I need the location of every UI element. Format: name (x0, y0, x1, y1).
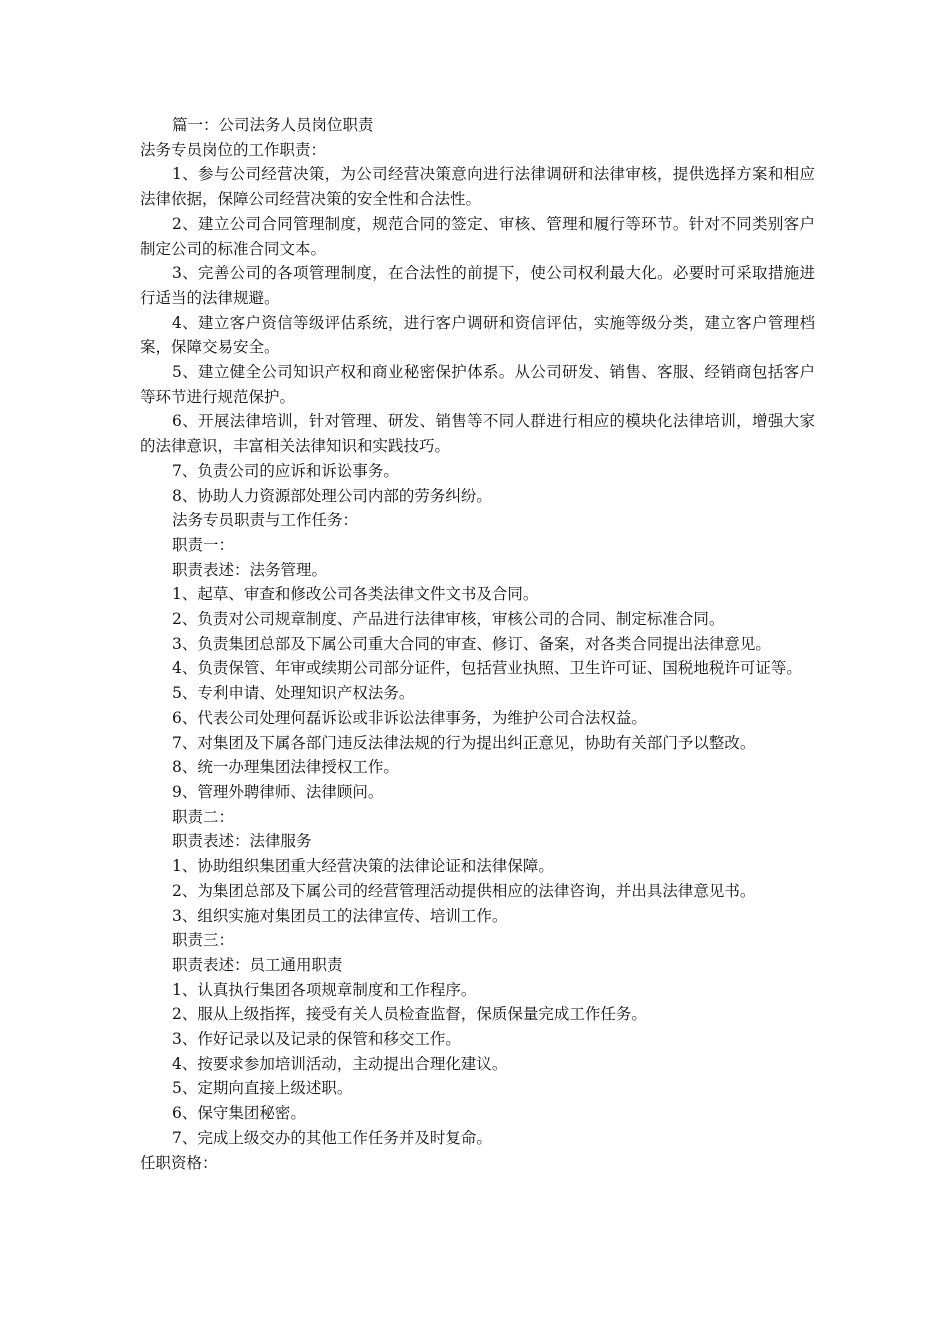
duty-item: 5、建立健全公司知识产权和商业秘密保护体系。从公司研发、销售、客服、经销商包括客户等环节进行规范保护。 (140, 363, 815, 406)
responsibility-item: 5、定期向直接上级述职。 (172, 1079, 353, 1098)
qualifications-heading: 任职资格： (140, 1153, 218, 1172)
duty-item: 3、完善公司的各项管理制度，在合法性的前提下，使公司权利最大化。必要时可采取措施进行适当的法律规避。 (140, 264, 815, 307)
responsibility-description: 职责表述：法律服务 (172, 832, 312, 851)
responsibility-item: 2、负责对公司规章制度、产品进行法律审核，审核公司的合同、制定标准合同。 (172, 610, 725, 629)
responsibility-label: 职责三： (172, 931, 235, 950)
responsibility-item: 9、管理外聘律师、法律顾问。 (172, 782, 384, 801)
responsibility-item: 8、统一办理集团法律授权工作。 (172, 758, 399, 777)
duty-item: 2、建立公司合同管理制度，规范合同的签定、审核、管理和履行等环节。针对不同类别客户制定公司的标准合同文本。 (140, 214, 815, 258)
responsibility-item: 4、按要求参加培训活动，主动提出合理化建议。 (172, 1054, 508, 1073)
responsibility-item: 6、保守集团秘密。 (172, 1104, 306, 1123)
document-page (140, 113, 815, 1175)
section-heading: 法务专员岗位的工作职责： (140, 140, 327, 159)
responsibility-item: 1、起草、审查和修改公司各类法律文件文书及合同。 (172, 585, 539, 604)
duty-item: 7、负责公司的应诉和诉讼事务。 (172, 461, 399, 480)
responsibility-item: 7、完成上级交办的其他工作任务并及时复命。 (172, 1128, 492, 1147)
responsibility-item: 1、认真执行集团各项规章制度和工作程序。 (172, 980, 477, 999)
duty-item: 8、协助人力资源部处理公司内部的劳务纠纷。 (172, 486, 492, 505)
responsibility-item: 3、负责集团总部及下属公司重大合同的审查、修订、备案，对各类合同提出法律意见。 (172, 634, 771, 653)
responsibility-item: 7、对集团及下属各部门违反法律法规的行为提出纠正意见，协助有关部门予以整改。 (172, 733, 756, 752)
duty-item: 6、开展法律培训，针对管理、研发、销售等不同人群进行相应的模块化法律培训，增强大家的法律意识，丰富相关法律知识和实践技巧。 (140, 412, 815, 456)
responsibility-item: 4、负责保管、年审或续期公司部分证件，包括营业执照、卫生许可证、国税地税许可证等。 (172, 659, 802, 678)
tasks-heading: 法务专员职责与工作任务： (172, 511, 359, 530)
responsibility-item: 3、作好记录以及记录的保管和移交工作。 (172, 1030, 461, 1049)
duty-item: 1、参与公司经营决策，为公司经营决策意向进行法律调研和法律审核，提供选择方案和相应法律依据，保障公司经营决策的安全性和合法性。 (140, 165, 815, 209)
responsibility-label: 职责二： (172, 807, 235, 826)
responsibility-description: 职责表述：员工通用职责 (172, 955, 343, 974)
responsibility-item: 2、为集团总部及下属公司的经营管理活动提供相应的法律咨询，并出具法律意见书。 (172, 881, 756, 900)
duty-item: 4、建立客户资信等级评估系统，进行客户调研和资信评估，实施等级分类，建立客户管理档案，保障交易安全。 (140, 313, 815, 357)
responsibility-item: 1、协助组织集团重大经营决策的法律论证和法律保障。 (172, 857, 554, 876)
responsibility-label: 职责一： (172, 535, 235, 554)
document-title: 篇一：公司法务人员岗位职责 (172, 116, 374, 134)
responsibility-item: 3、组织实施对集团员工的法律宣传、培训工作。 (172, 906, 508, 925)
responsibility-item: 5、专利申请、处理知识产权法务。 (172, 684, 415, 703)
responsibility-description: 职责表述：法务管理。 (172, 560, 328, 579)
responsibility-item: 2、服从上级指挥，接受有关人员检查监督，保质保量完成工作任务。 (172, 1005, 647, 1024)
responsibility-item: 6、代表公司处理何磊诉讼或非诉讼法律事务，为维护公司合法权益。 (172, 708, 647, 727)
